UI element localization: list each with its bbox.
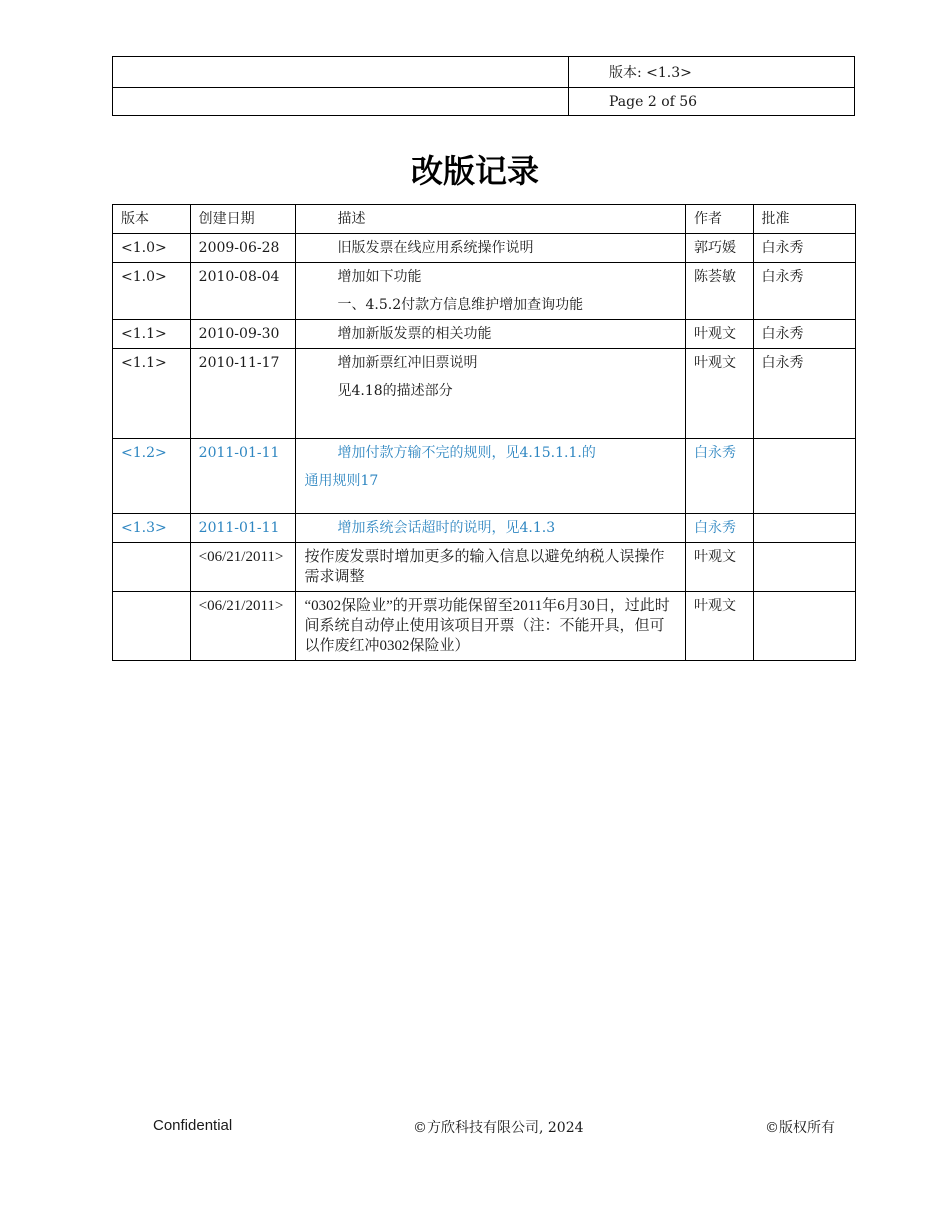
cell-version: <1.3> <box>113 514 191 543</box>
cell-desc <box>296 543 686 592</box>
table-row <box>113 349 856 439</box>
table-row <box>113 543 856 592</box>
cell-approver: 白永秀 <box>753 320 855 349</box>
table-row <box>113 592 856 661</box>
cell-approver: 白永秀 <box>753 263 855 320</box>
cell-approver <box>753 439 855 514</box>
cell-version: <1.0> <box>113 263 191 320</box>
desc-line: 见4.18的描述部分 <box>337 383 453 399</box>
desc-line: 增加新版发票的相关功能 <box>337 326 492 342</box>
table-header-row <box>113 205 856 234</box>
cell-desc <box>296 439 686 514</box>
cell-date: 2010-09-30 <box>190 320 296 349</box>
cell-version <box>113 543 191 592</box>
table-row <box>113 514 856 543</box>
cell-version: <1.0> <box>113 234 191 263</box>
desc-line: 增加付款方输不完的规则，见4.15.1.1.的 <box>337 445 596 461</box>
cell-date: 2010-11-17 <box>190 349 296 439</box>
col-header-date: 创建日期 <box>190 205 296 234</box>
cell-approver: 白永秀 <box>753 349 855 439</box>
table-row <box>113 439 856 514</box>
cell-approver <box>753 514 855 543</box>
footer-rights: ©版权所有 <box>765 1120 835 1136</box>
desc-line: 通用规则17 <box>304 473 379 489</box>
cell-date: 2011-01-11 <box>190 439 296 514</box>
header-version: 版本: <1.3> <box>569 57 855 88</box>
col-header-version: 版本 <box>113 205 191 234</box>
cell-author: 叶观文 <box>685 543 753 592</box>
table-row <box>113 234 856 263</box>
cell-author: 郭巧媛 <box>685 234 753 263</box>
cell-version: <1.1> <box>113 320 191 349</box>
desc-line: 一、4.5.2付款方信息维护增加查询功能 <box>337 297 584 313</box>
header-blank-cell <box>113 57 569 88</box>
cell-desc <box>296 514 686 543</box>
cell-author: 白永秀 <box>685 439 753 514</box>
desc-line: 增加系统会话超时的说明，见4.1.3 <box>337 520 556 536</box>
header-blank-cell <box>113 88 569 116</box>
cell-date: 2009-06-28 <box>190 234 296 263</box>
table-row <box>113 263 856 320</box>
cell-author: 叶观文 <box>685 349 753 439</box>
cell-version <box>113 592 191 661</box>
cell-date: 2011-01-11 <box>190 514 296 543</box>
cell-approver <box>753 543 855 592</box>
col-header-approver: 批准 <box>753 205 855 234</box>
cell-desc <box>296 349 686 439</box>
cell-version: <1.1> <box>113 349 191 439</box>
cell-desc <box>296 320 686 349</box>
col-header-desc: 描述 <box>296 205 686 234</box>
desc-line: 增加如下功能 <box>337 269 422 285</box>
desc-line: 增加新票红冲旧票说明 <box>337 355 478 371</box>
cell-desc <box>296 263 686 320</box>
cell-desc <box>296 592 686 661</box>
cell-author: 陈荟敏 <box>685 263 753 320</box>
cell-desc <box>296 234 686 263</box>
cell-author: 白永秀 <box>685 514 753 543</box>
revision-table <box>112 204 856 661</box>
header-table <box>112 56 855 116</box>
cell-date: 2010-08-04 <box>190 263 296 320</box>
cell-date: <06/21/2011> <box>190 543 296 592</box>
cell-version: <1.2> <box>113 439 191 514</box>
desc-line: “0302保险业”的开票功能保留至2011年6月30日，过此时间系统自动停止使用该项目开票（注：不能开具，但可以作废红冲0302保险业） <box>304 598 670 654</box>
desc-line: 按作废发票时增加更多的输入信息以避免纳税人误操作需求调整 <box>304 549 665 585</box>
cell-author: 叶观文 <box>685 592 753 661</box>
cell-author: 叶观文 <box>685 320 753 349</box>
footer-confidential: Confidential <box>153 1117 233 1134</box>
header-page: Page 2 of 56 <box>569 88 855 116</box>
page-title: 改版记录 <box>410 152 539 190</box>
cell-approver: 白永秀 <box>753 234 855 263</box>
col-header-author: 作者 <box>685 205 753 234</box>
cell-date: <06/21/2011> <box>190 592 296 661</box>
footer-copyright: ©方欣科技有限公司, 2024 <box>413 1120 584 1136</box>
table-row <box>113 320 856 349</box>
cell-approver <box>753 592 855 661</box>
desc-line: 旧版发票在线应用系统操作说明 <box>337 240 534 256</box>
